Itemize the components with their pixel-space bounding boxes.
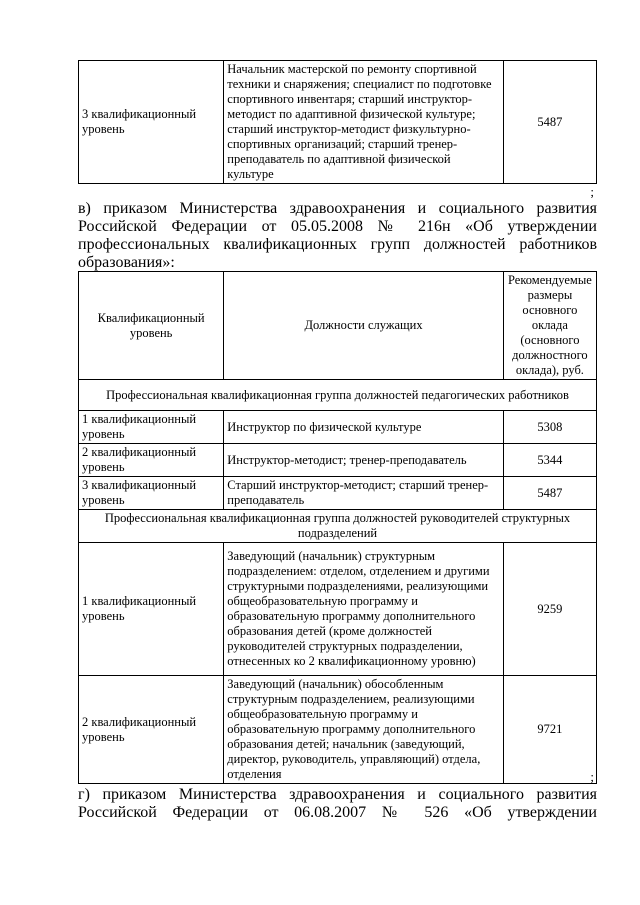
salary-cell: 9721 — [503, 676, 596, 784]
salary-cell: 5344 — [503, 444, 596, 477]
positions-cell: Начальник мастерской по ремонту спортивной техники и снаряжения; специалист по подготовке спортивного инвентаря; старший инструктор-методист по адаптивной физической культуре; старший инструктор-методист физкультурно-спортивных организаций; старший тренер-преподаватель по адаптивной физической культуре — [224, 61, 504, 184]
table-row — [79, 411, 597, 444]
salary-cell: 5487 — [503, 61, 596, 184]
table-header-row — [79, 272, 597, 380]
header-level: Квалификационный уровень — [79, 272, 224, 380]
positions-cell: Заведующий (начальник) обособленным структурным подразделением, реализующими общеобразовательную программу и образовательную программу дополнительного образования детей; начальник (заведующий, директор, руководитель, управляющий) отдела, отделения — [224, 676, 504, 784]
paragraph-g: г) приказом Министерства здравоохранения и социального развития Российской Федерации от 06.08.2007 № 526 «Об утверждении — [78, 786, 597, 821]
positions-cell: Старший инструктор-методист; старший тренер-преподаватель — [224, 477, 504, 510]
header-positions: Должности служащих — [224, 272, 504, 380]
group-title: Профессиональная квалификационная группа должностей педагогических работников — [79, 380, 597, 411]
level-cell: 3 квалификационный уровень — [79, 477, 224, 510]
salary-cell: 5487 — [503, 477, 596, 510]
table-row — [79, 543, 597, 676]
salary-table — [78, 271, 597, 784]
group-title-row — [79, 510, 597, 543]
salary-cell: 9259 — [503, 543, 596, 676]
header-salary: Рекомендуемые размеры основного оклада (основного должностного оклада), руб. — [503, 272, 596, 380]
positions-cell: Заведующий (начальник) структурным подразделением: отделом, отделением и другими структурными подразделениями, реализующими общеобразовательную программу и образовательную программу дополнительного образования детей (кроме должностей руководителей структурных подразделении, отнесенных ко 2 квалификационному уровню) — [224, 543, 504, 676]
table-row — [79, 477, 597, 510]
level-cell: 2 квалификационный уровень — [79, 676, 224, 784]
level-cell: 3 квалификационный уровень — [79, 61, 224, 184]
group-title-row — [79, 380, 597, 411]
level-cell: 1 квалификационный уровень — [79, 411, 224, 444]
positions-cell: Инструктор-методист; тренер-преподаватель — [224, 444, 504, 477]
table-continuation — [78, 60, 597, 184]
group-title: Профессиональная квалификационная группа должностей руководителей структурных подразделений — [79, 510, 597, 543]
table-row — [79, 444, 597, 477]
level-cell: 1 квалификационный уровень — [79, 543, 224, 676]
positions-cell: Инструктор по физической культуре — [224, 411, 504, 444]
table-row — [79, 676, 597, 784]
salary-cell: 5308 — [503, 411, 596, 444]
table-row — [79, 61, 597, 184]
level-cell: 2 квалификационный уровень — [79, 444, 224, 477]
paragraph-v: в) приказом Министерства здравоохранения и социального развития Российской Федерации от 05.05.2008 № 216н «Об утверждении профессиональных квалификационных групп должностей работников образования»: — [78, 200, 597, 271]
end-mark: ; — [590, 769, 594, 784]
end-mark: ; — [590, 184, 594, 199]
